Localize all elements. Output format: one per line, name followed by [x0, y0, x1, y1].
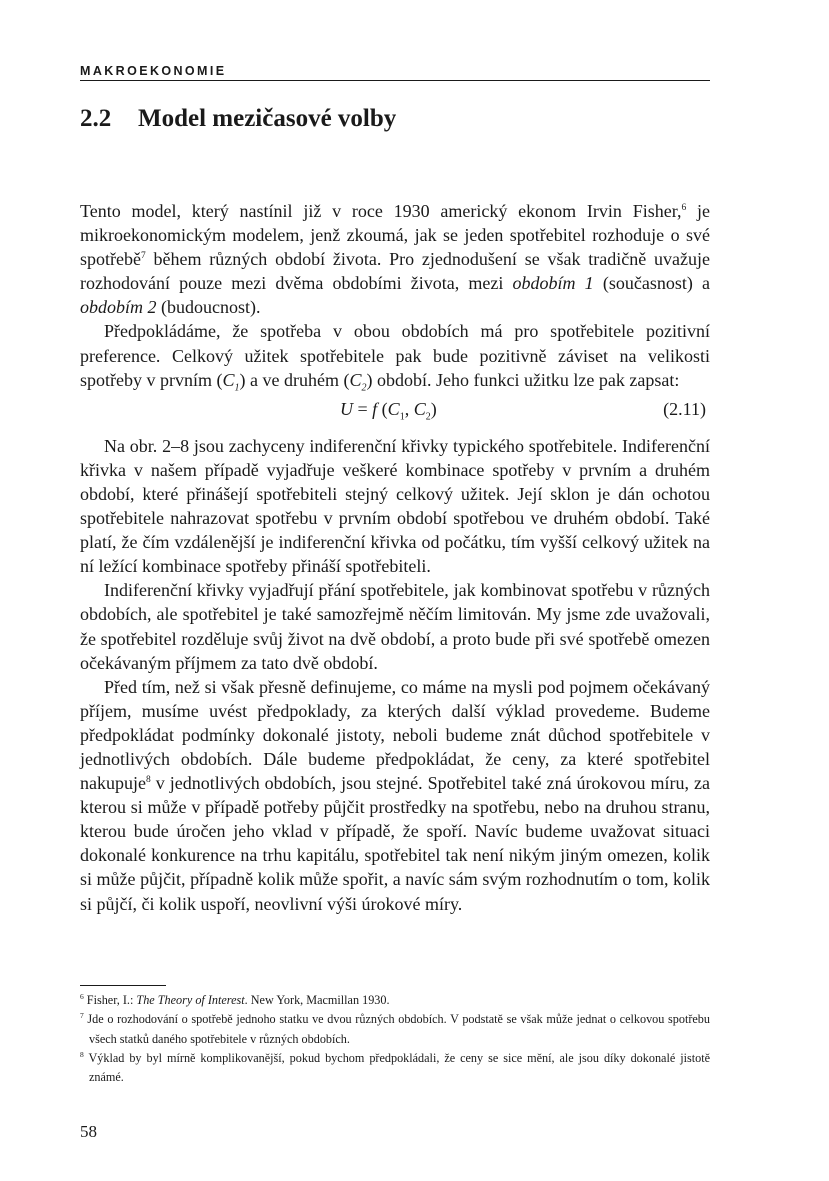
footnote-number: 7 [80, 1011, 84, 1021]
variable-letter: C [222, 369, 235, 390]
footnote-text: . New York, Macmillan 1930. [244, 993, 390, 1007]
variable-c1 [222, 369, 240, 394]
body-text [80, 199, 710, 916]
paragraph-3: Na obr. 2–8 jsou zachyceny indiferenční křivky typického spotřebitele. Indiferenční křivka v našem případě vyjadřuje veškeré kombinace spotřeby v prvním a druhém období, které přinášejí spotřebiteli stejný celkový užitek. Její sklon je dán ochotou spotřebitele nahrazovat spotřebu v prvním období spotřebou ve druhém období. Také platí, že čím vzdálenější je indiferenční křivka od počátku, tím vyšší celkový užitek na ní ležící kombinace spotřeby přináší spotřebiteli. [80, 435, 710, 577]
footnote-8 [80, 1049, 710, 1088]
paragraph-1 [80, 199, 710, 319]
footnote-number: 8 [80, 1049, 84, 1059]
paragraph-text: Tento model, který nastínil již v roce 1930 americký ekonom Irvin Fisher, [80, 201, 682, 221]
footnote-book-title: The Theory of Interest [136, 993, 245, 1007]
section-number: 2.2 [80, 105, 112, 132]
footnote-number: 6 [80, 991, 84, 1001]
footnote-ref-6: 6 [681, 203, 687, 213]
equation-subscript: 2 [425, 411, 431, 423]
paragraph-text: Předpokládáme, že spotřeba v obou obdobích má pro spotřebitele pozitivní preference. Celkový užitek spotřebitele pak bude pozitivně záviset na velikosti spotřeby v prvním ( [80, 321, 710, 390]
variable-subscript: 2 [361, 382, 367, 394]
paragraph-text: v jednotlivých obdobích, jsou stejné. Spotřebitel také zná úrokovou míru, za kterou si může v případě potřeby půjčit prostředky na spotřebu, nebo na druhou stranu, kterou bude úročen jeho vklad v případě, že spoří. Navíc budeme uvažovat situaci dokonalé konkurence na trhu kapitálu, spotřebitel tak není nikým jiným omezen, kolik si může půjčit, případně kolik může spořit, a navíc sám svým rozhodnutím o tom, kolik si půjčí, či kolik uspoří, neovlivní výši úrokové míry. [80, 773, 710, 914]
footnote-text: Výklad by byl mírně komplikovanější, pokud bychom předpokládali, že ceny se sice mění, ale jsou díky dokonalé jistotě známé. [83, 1050, 710, 1085]
equation-equals: = [353, 398, 373, 419]
section-title [80, 103, 396, 135]
footnote-divider [80, 985, 166, 986]
footnote-7 [80, 1010, 710, 1049]
equation-variable: C [387, 398, 400, 419]
section-title-text: Model mezičasové volby [138, 105, 397, 132]
equation-number: (2.11) [663, 398, 706, 419]
equation-lhs: U [340, 398, 353, 419]
footnote-text: Jde o rozhodování o spotřebě jednoho statku ve dvou různých obdobích. V podstatě se však může jednat o celkovou spotřebu všech statků daného spotřebitele v různých obdobích. [83, 1012, 710, 1046]
equation-variable: C [413, 398, 426, 419]
paragraph-2 [80, 319, 710, 394]
paragraph-text: ) období. Jeho funkci užitku lze pak zapsat: [366, 369, 680, 390]
paragraph-5 [80, 675, 710, 916]
equation-paren: ( [377, 398, 388, 419]
variable-letter: C [349, 369, 362, 390]
equation-paren: ) [430, 398, 437, 419]
footnote-ref-8: 8 [145, 775, 151, 786]
paragraph-text: během různých období života. Pro zjednodušení se však tradičně uvažuje rozhodování pouze mezi dvěma obdobími života, mezi [80, 249, 710, 294]
variable-subscript: 1 [234, 382, 240, 394]
equation-function: f [372, 398, 378, 419]
paragraph-text: (současnost) a [593, 273, 710, 294]
running-head: MAKROEKONOMIE [80, 64, 710, 81]
equation-formula [340, 397, 437, 421]
paragraph-4: Indiferenční křivky vyjadřují přání spotřebitele, jak kombinovat spotřebu v různých obdobích, ale spotřebitel je také samozřejmě něčím limitován. My jsme zde uvažovali, že spotřebitel rozděluje svůj život na dvě období, a proto bude při své spotřebě omezen očekávaným příjmem za tato dvě období. [80, 580, 710, 673]
variable-c2 [349, 369, 367, 394]
equation-2-11 [80, 394, 710, 426]
equation-subscript: 1 [399, 411, 405, 423]
emphasis-period-2: obdobím 2 [80, 297, 157, 318]
page-number: 58 [80, 1122, 97, 1141]
footnote-6 [80, 991, 710, 1010]
equation-comma: , [404, 398, 414, 419]
paragraph-text: je mikroekonomickým modelem, jenž zkoumá, jak se jeden spotřebitel rozhoduje o své spotřebě [80, 201, 710, 270]
footnote-text: Fisher, I.: [83, 993, 137, 1007]
emphasis-period-1: obdobím 1 [512, 273, 594, 294]
footnote-ref-7: 7 [140, 251, 146, 262]
footnotes [80, 991, 710, 1087]
paragraph-text: ) a ve druhém ( [239, 369, 350, 390]
paragraph-text: (budoucnost). [156, 297, 261, 318]
paragraph-text: Před tím, než si však přesně definujeme, co máme na mysli pod pojmem očekávaný příjem, musíme uvést předpoklady, za kterých další výklad provedeme. Budeme předpokládat podmínky dokonalé jistoty, neboli budeme znát důchod spotřebitele v jednotlivých obdobích. Dále budeme předpokládat, že ceny, za které spotřebitel nakupuje [80, 676, 710, 794]
